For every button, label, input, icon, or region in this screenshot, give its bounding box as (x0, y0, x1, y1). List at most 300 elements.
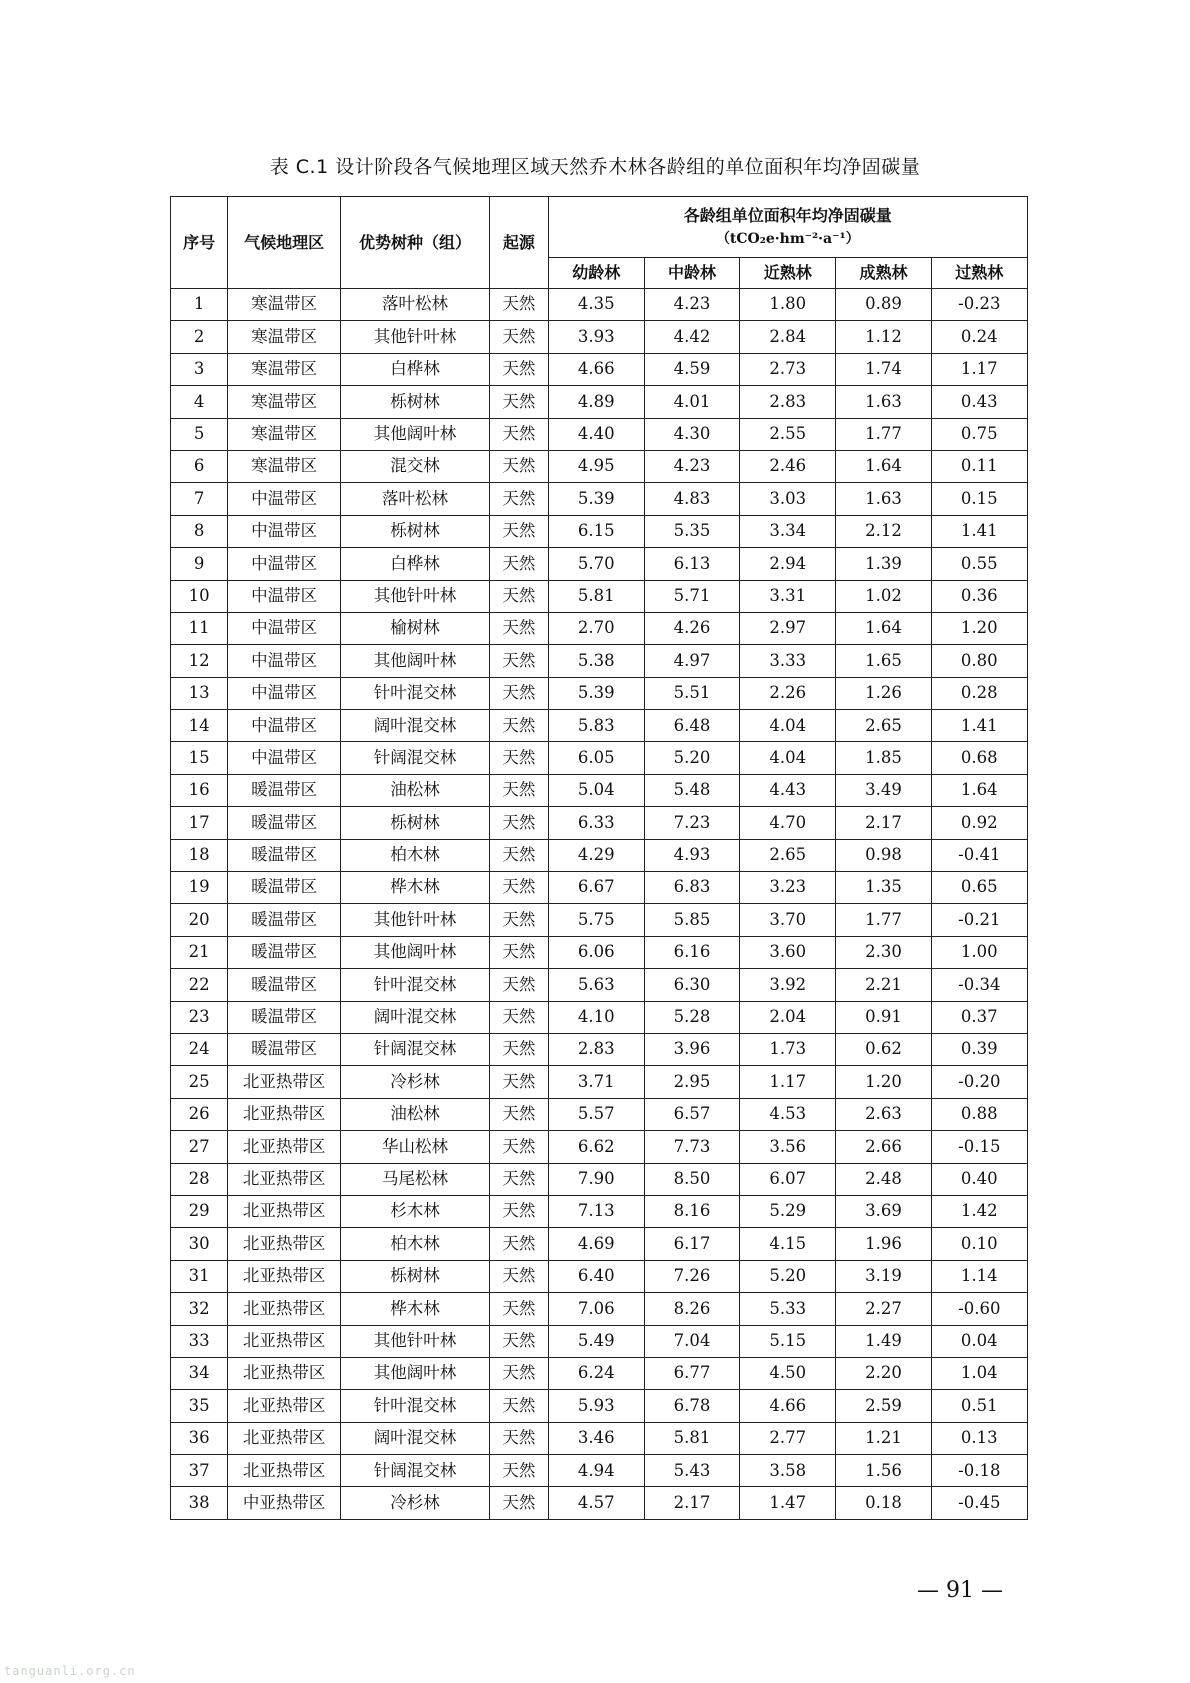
cell-mature: 0.89 (836, 289, 931, 321)
table-row (171, 677, 1028, 709)
table-row (171, 289, 1028, 321)
cell-climate-zone: 暖温带区 (228, 807, 341, 839)
cell-premature: 4.70 (740, 807, 836, 839)
cell-premature: 2.97 (740, 612, 836, 644)
table-row (171, 839, 1028, 871)
page-number: — 91 — (917, 1578, 1003, 1603)
cell-young: 4.57 (548, 1487, 644, 1519)
table-row (171, 1131, 1028, 1163)
cell-premature: 5.15 (740, 1325, 836, 1357)
table-row (171, 1293, 1028, 1325)
cell-origin: 天然 (490, 1357, 548, 1389)
cell-young: 6.33 (548, 807, 644, 839)
table-row (171, 1228, 1028, 1260)
cell-overmature: 1.00 (931, 936, 1027, 968)
cell-young: 6.05 (548, 742, 644, 774)
cell-origin: 天然 (490, 969, 548, 1001)
cell-middle: 5.71 (644, 580, 739, 612)
cell-premature: 2.65 (740, 839, 836, 871)
cell-mature: 3.19 (836, 1260, 931, 1292)
cell-origin: 天然 (490, 450, 548, 482)
table-row (171, 612, 1028, 644)
cell-species: 混交林 (340, 450, 489, 482)
cell-overmature: 0.04 (931, 1325, 1027, 1357)
cell-young: 5.39 (548, 677, 644, 709)
cell-overmature: 0.15 (931, 483, 1027, 515)
cell-no: 29 (171, 1195, 228, 1227)
cell-origin: 天然 (490, 515, 548, 547)
cell-overmature: 0.28 (931, 677, 1027, 709)
table-row (171, 1260, 1028, 1292)
cell-origin: 天然 (490, 548, 548, 580)
table-row (171, 1195, 1028, 1227)
cell-species: 栎树林 (340, 515, 489, 547)
cell-premature: 3.31 (740, 580, 836, 612)
cell-species: 杉木林 (340, 1195, 489, 1227)
cell-mature: 1.49 (836, 1325, 931, 1357)
cell-middle: 4.97 (644, 645, 739, 677)
cell-overmature: -0.45 (931, 1487, 1027, 1519)
cell-climate-zone: 北亚热带区 (228, 1195, 341, 1227)
cell-no: 24 (171, 1033, 228, 1065)
cell-premature: 4.50 (740, 1357, 836, 1389)
cell-premature: 4.15 (740, 1228, 836, 1260)
cell-young: 2.83 (548, 1033, 644, 1065)
cell-middle: 4.42 (644, 321, 739, 353)
header-age-overmature: 过熟林 (931, 258, 1027, 289)
table-row (171, 807, 1028, 839)
cell-premature: 2.84 (740, 321, 836, 353)
cell-origin: 天然 (490, 936, 548, 968)
cell-middle: 4.23 (644, 450, 739, 482)
cell-origin: 天然 (490, 289, 548, 321)
cell-overmature: 0.51 (931, 1390, 1027, 1422)
cell-middle: 4.30 (644, 418, 739, 450)
cell-young: 6.24 (548, 1357, 644, 1389)
cell-mature: 3.49 (836, 774, 931, 806)
cell-climate-zone: 暖温带区 (228, 872, 341, 904)
cell-young: 4.94 (548, 1455, 644, 1487)
cell-middle: 5.48 (644, 774, 739, 806)
cell-mature: 1.35 (836, 872, 931, 904)
cell-climate-zone: 中温带区 (228, 515, 341, 547)
cell-no: 15 (171, 742, 228, 774)
cell-no: 26 (171, 1098, 228, 1130)
cell-middle: 6.30 (644, 969, 739, 1001)
cell-young: 2.70 (548, 612, 644, 644)
cell-overmature: 1.14 (931, 1260, 1027, 1292)
cell-species: 针叶混交林 (340, 1390, 489, 1422)
cell-young: 7.06 (548, 1293, 644, 1325)
cell-no: 5 (171, 418, 228, 450)
cell-young: 5.49 (548, 1325, 644, 1357)
cell-origin: 天然 (490, 774, 548, 806)
cell-mature: 0.98 (836, 839, 931, 871)
cell-climate-zone: 中温带区 (228, 677, 341, 709)
header-age-group-unit: （tCO₂e·hm⁻²·a⁻¹） (715, 231, 860, 247)
table-row (171, 450, 1028, 482)
cell-premature: 1.47 (740, 1487, 836, 1519)
table-row (171, 904, 1028, 936)
table-row (171, 1163, 1028, 1195)
cell-no: 34 (171, 1357, 228, 1389)
cell-mature: 0.91 (836, 1001, 931, 1033)
cell-no: 9 (171, 548, 228, 580)
cell-no: 33 (171, 1325, 228, 1357)
cell-young: 5.70 (548, 548, 644, 580)
header-age-mature: 成熟林 (836, 258, 931, 289)
cell-climate-zone: 暖温带区 (228, 904, 341, 936)
cell-climate-zone: 北亚热带区 (228, 1293, 341, 1325)
cell-middle: 4.59 (644, 353, 739, 385)
cell-species: 阔叶混交林 (340, 710, 489, 742)
cell-young: 5.04 (548, 774, 644, 806)
header-origin: 起源 (490, 197, 548, 289)
cell-climate-zone: 北亚热带区 (228, 1260, 341, 1292)
cell-overmature: 0.88 (931, 1098, 1027, 1130)
cell-origin: 天然 (490, 1195, 548, 1227)
cell-premature: 2.04 (740, 1001, 836, 1033)
cell-climate-zone: 中温带区 (228, 580, 341, 612)
cell-overmature: 0.39 (931, 1033, 1027, 1065)
table-row (171, 1390, 1028, 1422)
cell-origin: 天然 (490, 1163, 548, 1195)
cell-origin: 天然 (490, 353, 548, 385)
cell-premature: 3.58 (740, 1455, 836, 1487)
cell-species: 白桦林 (340, 548, 489, 580)
cell-premature: 5.20 (740, 1260, 836, 1292)
cell-middle: 6.13 (644, 548, 739, 580)
cell-young: 5.93 (548, 1390, 644, 1422)
cell-overmature: 1.17 (931, 353, 1027, 385)
table-row (171, 1001, 1028, 1033)
cell-species: 针叶混交林 (340, 677, 489, 709)
cell-middle: 5.51 (644, 677, 739, 709)
cell-overmature: 0.24 (931, 321, 1027, 353)
cell-mature: 1.64 (836, 450, 931, 482)
cell-overmature: 0.10 (931, 1228, 1027, 1260)
cell-no: 12 (171, 645, 228, 677)
cell-overmature: 0.80 (931, 645, 1027, 677)
table-row (171, 418, 1028, 450)
cell-species: 其他针叶林 (340, 1325, 489, 1357)
cell-no: 2 (171, 321, 228, 353)
cell-origin: 天然 (490, 742, 548, 774)
cell-origin: 天然 (490, 1033, 548, 1065)
header-no: 序号 (171, 197, 228, 289)
cell-mature: 1.20 (836, 1066, 931, 1098)
cell-species: 其他针叶林 (340, 580, 489, 612)
cell-species: 桦木林 (340, 1293, 489, 1325)
cell-climate-zone: 中温带区 (228, 645, 341, 677)
cell-overmature: -0.15 (931, 1131, 1027, 1163)
table-row (171, 1098, 1028, 1130)
cell-climate-zone: 寒温带区 (228, 353, 341, 385)
cell-climate-zone: 北亚热带区 (228, 1357, 341, 1389)
table-row (171, 1422, 1028, 1454)
cell-middle: 4.01 (644, 386, 739, 418)
cell-mature: 1.65 (836, 645, 931, 677)
watermark: tanguanli.org.cn (4, 1664, 136, 1678)
cell-premature: 5.33 (740, 1293, 836, 1325)
cell-middle: 5.81 (644, 1422, 739, 1454)
cell-mature: 2.21 (836, 969, 931, 1001)
cell-no: 31 (171, 1260, 228, 1292)
table-row (171, 1325, 1028, 1357)
cell-climate-zone: 中亚热带区 (228, 1487, 341, 1519)
table-row (171, 774, 1028, 806)
cell-climate-zone: 中温带区 (228, 548, 341, 580)
cell-no: 8 (171, 515, 228, 547)
cell-climate-zone: 暖温带区 (228, 839, 341, 871)
cell-origin: 天然 (490, 710, 548, 742)
cell-young: 5.39 (548, 483, 644, 515)
cell-premature: 3.70 (740, 904, 836, 936)
cell-middle: 6.57 (644, 1098, 739, 1130)
table-row (171, 742, 1028, 774)
cell-mature: 2.65 (836, 710, 931, 742)
cell-climate-zone: 暖温带区 (228, 1033, 341, 1065)
cell-young: 6.67 (548, 872, 644, 904)
cell-overmature: 1.41 (931, 515, 1027, 547)
table-row (171, 936, 1028, 968)
cell-overmature: -0.60 (931, 1293, 1027, 1325)
cell-overmature: 1.20 (931, 612, 1027, 644)
cell-no: 7 (171, 483, 228, 515)
cell-overmature: 1.04 (931, 1357, 1027, 1389)
cell-overmature: 0.13 (931, 1422, 1027, 1454)
cell-middle: 5.20 (644, 742, 739, 774)
cell-premature: 3.34 (740, 515, 836, 547)
table-row (171, 1357, 1028, 1389)
cell-middle: 6.83 (644, 872, 739, 904)
cell-young: 7.90 (548, 1163, 644, 1195)
cell-young: 4.10 (548, 1001, 644, 1033)
cell-young: 5.57 (548, 1098, 644, 1130)
cell-origin: 天然 (490, 1066, 548, 1098)
cell-mature: 1.12 (836, 321, 931, 353)
cell-premature: 3.23 (740, 872, 836, 904)
cell-overmature: 0.65 (931, 872, 1027, 904)
cell-mature: 3.69 (836, 1195, 931, 1227)
table-caption: 表 C.1 设计阶段各气候地理区域天然乔木林各龄组的单位面积年均净固碳量 (269, 156, 921, 178)
cell-mature: 0.18 (836, 1487, 931, 1519)
cell-middle: 7.26 (644, 1260, 739, 1292)
cell-young: 4.89 (548, 386, 644, 418)
cell-species: 阔叶混交林 (340, 1422, 489, 1454)
cell-species: 针阔混交林 (340, 742, 489, 774)
cell-species: 桦木林 (340, 872, 489, 904)
cell-young: 3.46 (548, 1422, 644, 1454)
header-age-middle: 中龄林 (644, 258, 739, 289)
cell-climate-zone: 北亚热带区 (228, 1066, 341, 1098)
cell-mature: 2.48 (836, 1163, 931, 1195)
cell-mature: 2.27 (836, 1293, 931, 1325)
cell-species: 油松林 (340, 1098, 489, 1130)
cell-species: 榆树林 (340, 612, 489, 644)
cell-overmature: 0.40 (931, 1163, 1027, 1195)
cell-young: 4.66 (548, 353, 644, 385)
cell-middle: 2.17 (644, 1487, 739, 1519)
cell-no: 4 (171, 386, 228, 418)
cell-overmature: 1.42 (931, 1195, 1027, 1227)
cell-mature: 2.59 (836, 1390, 931, 1422)
table-row (171, 386, 1028, 418)
cell-young: 7.13 (548, 1195, 644, 1227)
cell-overmature: 0.36 (931, 580, 1027, 612)
cell-species: 针阔混交林 (340, 1033, 489, 1065)
cell-premature: 2.26 (740, 677, 836, 709)
cell-no: 16 (171, 774, 228, 806)
cell-young: 5.81 (548, 580, 644, 612)
cell-no: 20 (171, 904, 228, 936)
cell-young: 5.63 (548, 969, 644, 1001)
table-row (171, 1066, 1028, 1098)
cell-species: 柏木林 (340, 1228, 489, 1260)
cell-no: 25 (171, 1066, 228, 1098)
cell-middle: 7.73 (644, 1131, 739, 1163)
cell-climate-zone: 寒温带区 (228, 450, 341, 482)
cell-origin: 天然 (490, 1001, 548, 1033)
cell-overmature: 0.55 (931, 548, 1027, 580)
cell-origin: 天然 (490, 1131, 548, 1163)
cell-no: 36 (171, 1422, 228, 1454)
cell-climate-zone: 暖温带区 (228, 969, 341, 1001)
cell-origin: 天然 (490, 580, 548, 612)
cell-climate-zone: 寒温带区 (228, 289, 341, 321)
cell-mature: 1.77 (836, 418, 931, 450)
cell-species: 栎树林 (340, 807, 489, 839)
cell-overmature: -0.41 (931, 839, 1027, 871)
table-row (171, 483, 1028, 515)
cell-climate-zone: 北亚热带区 (228, 1422, 341, 1454)
cell-no: 27 (171, 1131, 228, 1163)
cell-premature: 3.03 (740, 483, 836, 515)
cell-overmature: 0.43 (931, 386, 1027, 418)
cell-middle: 8.16 (644, 1195, 739, 1227)
cell-overmature: -0.20 (931, 1066, 1027, 1098)
cell-middle: 6.77 (644, 1357, 739, 1389)
table-body (171, 289, 1028, 1520)
cell-overmature: -0.21 (931, 904, 1027, 936)
cell-middle: 4.26 (644, 612, 739, 644)
cell-origin: 天然 (490, 1098, 548, 1130)
cell-overmature: 0.92 (931, 807, 1027, 839)
cell-species: 马尾松林 (340, 1163, 489, 1195)
cell-overmature: -0.23 (931, 289, 1027, 321)
cell-species: 柏木林 (340, 839, 489, 871)
cell-origin: 天然 (490, 483, 548, 515)
cell-premature: 3.60 (740, 936, 836, 968)
cell-climate-zone: 暖温带区 (228, 936, 341, 968)
cell-premature: 2.46 (740, 450, 836, 482)
cell-no: 18 (171, 839, 228, 871)
cell-mature: 1.63 (836, 386, 931, 418)
cell-no: 23 (171, 1001, 228, 1033)
cell-mature: 1.64 (836, 612, 931, 644)
cell-mature: 1.96 (836, 1228, 931, 1260)
cell-mature: 1.21 (836, 1422, 931, 1454)
table-row (171, 872, 1028, 904)
cell-young: 5.38 (548, 645, 644, 677)
cell-origin: 天然 (490, 386, 548, 418)
cell-climate-zone: 暖温带区 (228, 774, 341, 806)
header-climate-zone: 气候地理区 (228, 197, 341, 289)
cell-climate-zone: 中温带区 (228, 483, 341, 515)
cell-middle: 8.26 (644, 1293, 739, 1325)
cell-origin: 天然 (490, 1228, 548, 1260)
cell-no: 38 (171, 1487, 228, 1519)
cell-premature: 2.94 (740, 548, 836, 580)
table-row (171, 580, 1028, 612)
cell-overmature: 0.75 (931, 418, 1027, 450)
cell-premature: 4.66 (740, 1390, 836, 1422)
cell-middle: 2.95 (644, 1066, 739, 1098)
cell-young: 4.95 (548, 450, 644, 482)
cell-origin: 天然 (490, 645, 548, 677)
cell-origin: 天然 (490, 677, 548, 709)
cell-climate-zone: 北亚热带区 (228, 1390, 341, 1422)
cell-origin: 天然 (490, 1455, 548, 1487)
cell-species: 其他阔叶林 (340, 1357, 489, 1389)
cell-middle: 4.23 (644, 289, 739, 321)
table-row (171, 353, 1028, 385)
cell-origin: 天然 (490, 1487, 548, 1519)
cell-species: 其他阔叶林 (340, 936, 489, 968)
table-row (171, 1487, 1028, 1519)
cell-young: 3.93 (548, 321, 644, 353)
cell-climate-zone: 北亚热带区 (228, 1228, 341, 1260)
cell-young: 6.62 (548, 1131, 644, 1163)
cell-premature: 1.73 (740, 1033, 836, 1065)
cell-young: 4.40 (548, 418, 644, 450)
cell-middle: 5.35 (644, 515, 739, 547)
cell-premature: 6.07 (740, 1163, 836, 1195)
cell-young: 4.35 (548, 289, 644, 321)
cell-no: 3 (171, 353, 228, 385)
cell-mature: 1.56 (836, 1455, 931, 1487)
cell-origin: 天然 (490, 839, 548, 871)
cell-no: 28 (171, 1163, 228, 1195)
cell-middle: 7.23 (644, 807, 739, 839)
table-row (171, 1033, 1028, 1065)
cell-species: 白桦林 (340, 353, 489, 385)
cell-species: 冷杉林 (340, 1066, 489, 1098)
cell-species: 其他针叶林 (340, 904, 489, 936)
cell-young: 6.15 (548, 515, 644, 547)
cell-young: 5.75 (548, 904, 644, 936)
cell-middle: 7.04 (644, 1325, 739, 1357)
cell-species: 落叶松林 (340, 483, 489, 515)
cell-mature: 2.20 (836, 1357, 931, 1389)
table-row (171, 710, 1028, 742)
table-row (171, 321, 1028, 353)
cell-no: 17 (171, 807, 228, 839)
cell-origin: 天然 (490, 1325, 548, 1357)
cell-species: 华山松林 (340, 1131, 489, 1163)
cell-mature: 2.66 (836, 1131, 931, 1163)
cell-overmature: 0.11 (931, 450, 1027, 482)
header-age-premature: 近熟林 (740, 258, 836, 289)
cell-young: 6.40 (548, 1260, 644, 1292)
cell-middle: 6.17 (644, 1228, 739, 1260)
cell-premature: 2.83 (740, 386, 836, 418)
cell-no: 32 (171, 1293, 228, 1325)
cell-mature: 1.26 (836, 677, 931, 709)
cell-middle: 5.43 (644, 1455, 739, 1487)
cell-species: 栎树林 (340, 1260, 489, 1292)
cell-premature: 3.92 (740, 969, 836, 1001)
